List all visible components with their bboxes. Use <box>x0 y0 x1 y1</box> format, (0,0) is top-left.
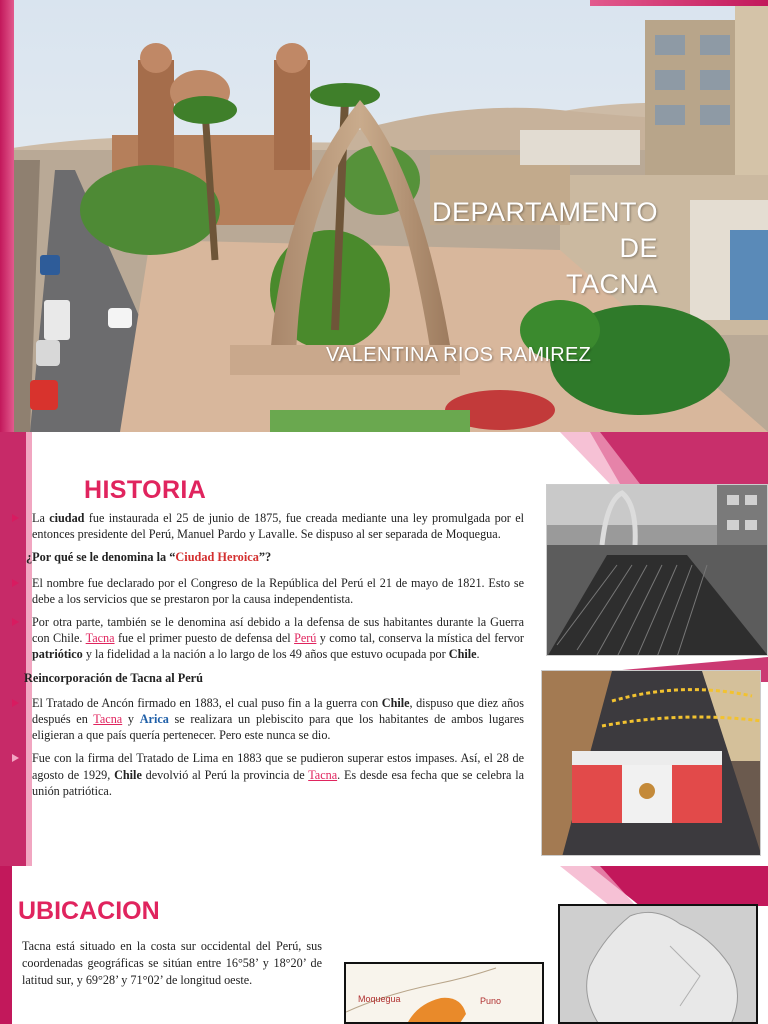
regional-map <box>344 962 544 1024</box>
cover-title-line-2: DE <box>619 233 658 263</box>
bold-chile: Chile <box>381 695 410 710</box>
bold-ciudad: ciudad <box>49 511 85 525</box>
text: y como tal, conserva la mística del fervor <box>316 631 524 646</box>
historia-bullet-2: El nombre fue declarado por el Congreso de la República del Perú el 21 de mayo de 1821. Esto se debe a los servicios que se prestaron por la causa independentista. <box>12 575 524 607</box>
text: . Es desde esa fecha que se celebra la unión patriótica. <box>32 767 525 798</box>
text: , dispuso que diez años después en <box>32 695 524 727</box>
peru-region-map <box>558 904 758 1024</box>
text: fue instaurada el 25 de junio de 1875, fue creada mediante una ley promulgada por el entonces presidente del Perú, Manuel Pardo y Lavalle. Se dispuso al ser separada de Moquegua. <box>32 511 524 542</box>
flag-procession-photo <box>541 670 761 856</box>
cover-title-line-1: DEPARTAMENTO <box>431 197 658 227</box>
link-tacna[interactable]: Tacna <box>85 631 115 646</box>
historic-parade-photo <box>546 484 768 656</box>
historia-title: HISTORIA <box>84 476 207 504</box>
ciudad-heroica-highlight: Ciudad Heroica <box>175 550 259 565</box>
cover-author: VALENTINA RIOS RAMIREZ <box>326 344 592 366</box>
link-tacna[interactable]: Tacna <box>93 712 123 727</box>
historia-text <box>12 510 524 806</box>
historia-bullet-3 <box>12 614 524 663</box>
bold-patriotico: patriótico <box>32 647 83 662</box>
historia-subhead-reincorporacion: Reincorporación de Tacna al Perú <box>24 670 203 685</box>
text: ”? <box>258 550 272 565</box>
text: La <box>32 511 50 525</box>
link-tacna[interactable]: Tacna <box>308 767 338 782</box>
regional-map-image <box>346 964 544 1024</box>
text: se realizara un plebiscito para que los habitantes de ambos lugares eligieran a que país quería pertenecer. Pero este nunca se dio. <box>32 712 525 743</box>
historia-slide <box>0 432 768 866</box>
text: . <box>476 647 480 662</box>
text: y la fidelidad a la nación a lo largo de los 49 años que estuvo ocupada por <box>82 647 449 662</box>
arica-highlight: Arica <box>139 712 169 727</box>
ubicacion-text: Tacna está situado en la costa sur occidental del Perú, sus coordenadas geográficas se sitúan entre 16°58’ y 18°20’ de latitud sur, y 69°28’ y 71°02’ de longitud oeste. <box>22 939 322 987</box>
historia-bullet-4 <box>12 695 524 744</box>
bold-chile: Chile <box>114 767 142 782</box>
ubicacion-slide <box>0 866 768 1024</box>
text: Por otra parte, también se le denomina así debido a la defensa de sus habitantes durante la Guerra con Chile. <box>32 615 524 646</box>
ubicacion-title: UBICACION <box>18 897 160 925</box>
text: fue el primer puesto de defensa del <box>114 631 295 646</box>
historia-question <box>26 549 524 565</box>
historic-parade-image <box>547 485 768 656</box>
peru-region-map-image <box>560 906 758 1024</box>
historia-bullet-1 <box>12 510 524 542</box>
bold-chile: Chile <box>448 647 477 662</box>
map-label-puno: Puno <box>480 996 502 1006</box>
text: y <box>122 712 140 727</box>
historia-bullet-5 <box>12 750 524 799</box>
text: Fue con la firma del Tratado de Lima en 1883 que se pudieron superar estos impases. Así, el 28 de agosto de 1929, <box>32 751 524 782</box>
cover-slide <box>0 0 768 432</box>
link-peru[interactable]: Perú <box>294 631 317 646</box>
text: devolvió al Perú la provincia de <box>141 767 309 782</box>
cover-title-line-3: TACNA <box>565 269 658 299</box>
cover-accent-bar-left <box>0 0 14 432</box>
map-label-moquegua: Moquegua <box>358 994 401 1004</box>
flag-procession-image <box>542 671 761 856</box>
text: El Tratado de Ancón firmado en 1883, el cual puso fin a la guerra con <box>32 695 382 710</box>
text: ¿Por qué se le denomina la “ <box>26 550 176 565</box>
cover-accent-bar-top <box>590 0 768 6</box>
cover-title <box>358 194 658 302</box>
